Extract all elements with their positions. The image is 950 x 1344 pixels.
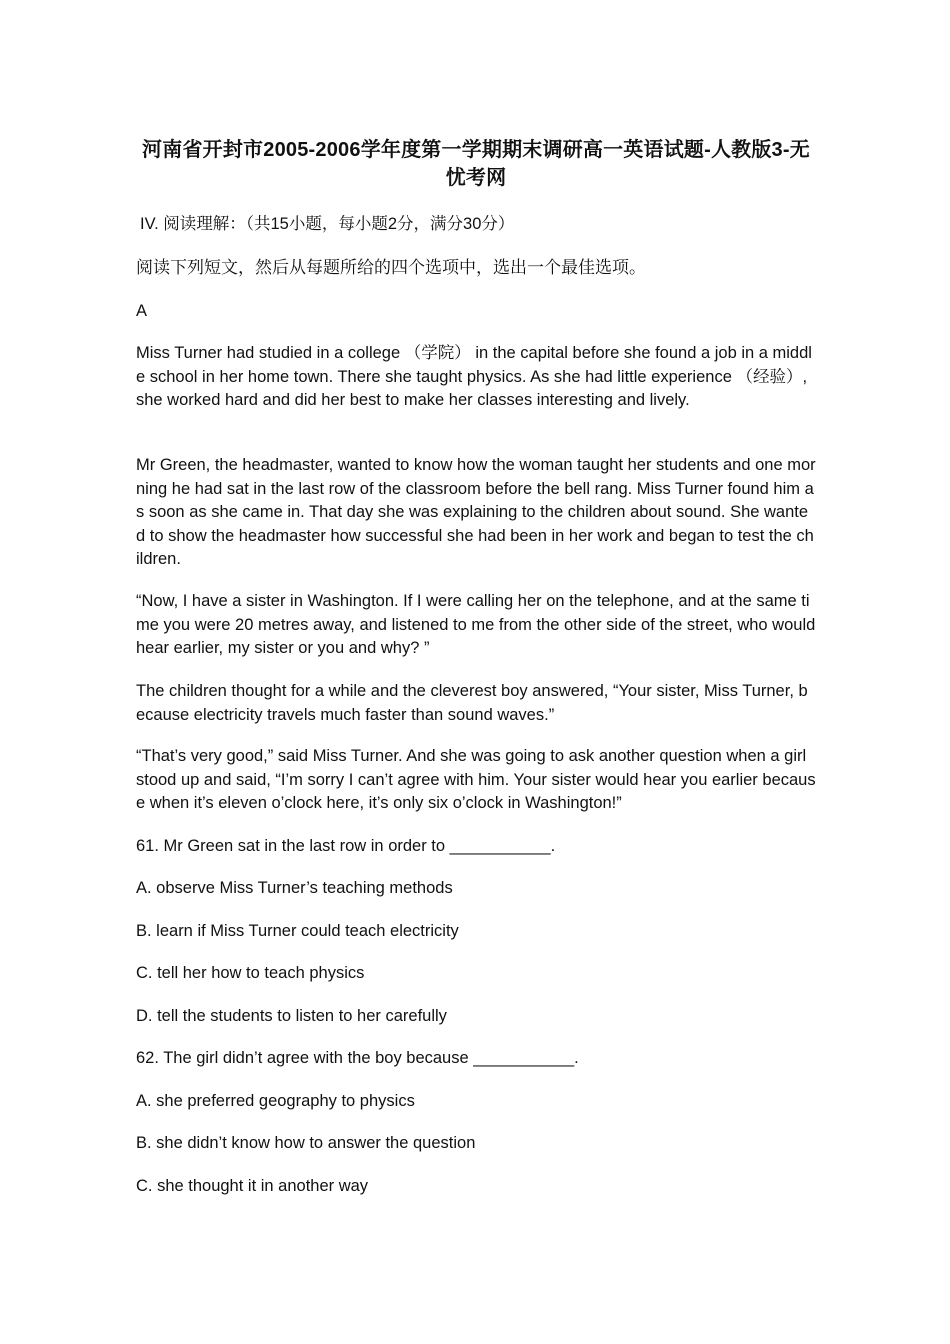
question-62-option-a: A. she preferred geography to physics [136, 1092, 415, 1110]
question-62-option-b: B. she didn’t know how to answer the question [136, 1134, 476, 1152]
question-61-option-c: C. tell her how to teach physics [136, 964, 365, 982]
question-61-option-d: D. tell the students to listen to her carefully [136, 1007, 447, 1025]
question-stem-61: 61. Mr Green sat in the last row in order to ___________. [136, 837, 556, 855]
question-62-option-c: C. she thought it in another way [136, 1177, 369, 1195]
passage-paragraph-2: Mr Green, the headmaster, wanted to know how the woman taught her students and one morning he had sat in the last row of the classroom before the bell rang. Miss Turner found him as soon as she came in. That day she was explaining to the children about sound. She wanted to show the headmaster how successful she had been in her work and began to test the children. [136, 456, 816, 568]
instruction-text: 阅读下列短文，然后从每题所给的四个选项中，选出一个最佳选项。 [136, 258, 646, 277]
passage-paragraph-3: “Now, I have a sister in Washington. If I were calling her on the telephone, and at the same time you were 20 metres away, and listened to me from the other side of the street, who would hear earlier, my sister or you and why? ” [136, 592, 816, 657]
section-heading: IV. 阅读理解：（共15小题，每小题2分，满分30分） [140, 215, 515, 233]
question-61-option-b: B. learn if Miss Turner could teach electricity [136, 922, 459, 940]
passage-paragraph-5: “That’s very good,” said Miss Turner. And she was going to ask another question when a girl stood up and said, “I’m sorry I can’t agree with him. Your sister would hear you earlier because when it’s eleven o’clock here, it’s only six o’clock in Washington!” [136, 747, 816, 812]
passage-label: A [136, 302, 148, 320]
question-61-option-a: A. observe Miss Turner’s teaching methods [136, 879, 453, 897]
passage-paragraph-1: Miss Turner had studied in a college （学院） in the capital before she found a job in a middle school in her home town. There she taught physics. As she had little experience （经验）, she worked hard and did her best to make her classes interesting and lively. [136, 344, 812, 409]
passage-paragraph-4: The children thought for a while and the cleverest boy answered, “Your sister, Miss Turner, because electricity travels much faster than sound waves.” [136, 682, 808, 724]
question-stem-62: 62. The girl didn’t agree with the boy because ___________. [136, 1049, 579, 1067]
document-title: 河南省开封市2005-2006学年度第一学期期末调研高一英语试题-人教版3-无忧考网 [142, 139, 810, 189]
